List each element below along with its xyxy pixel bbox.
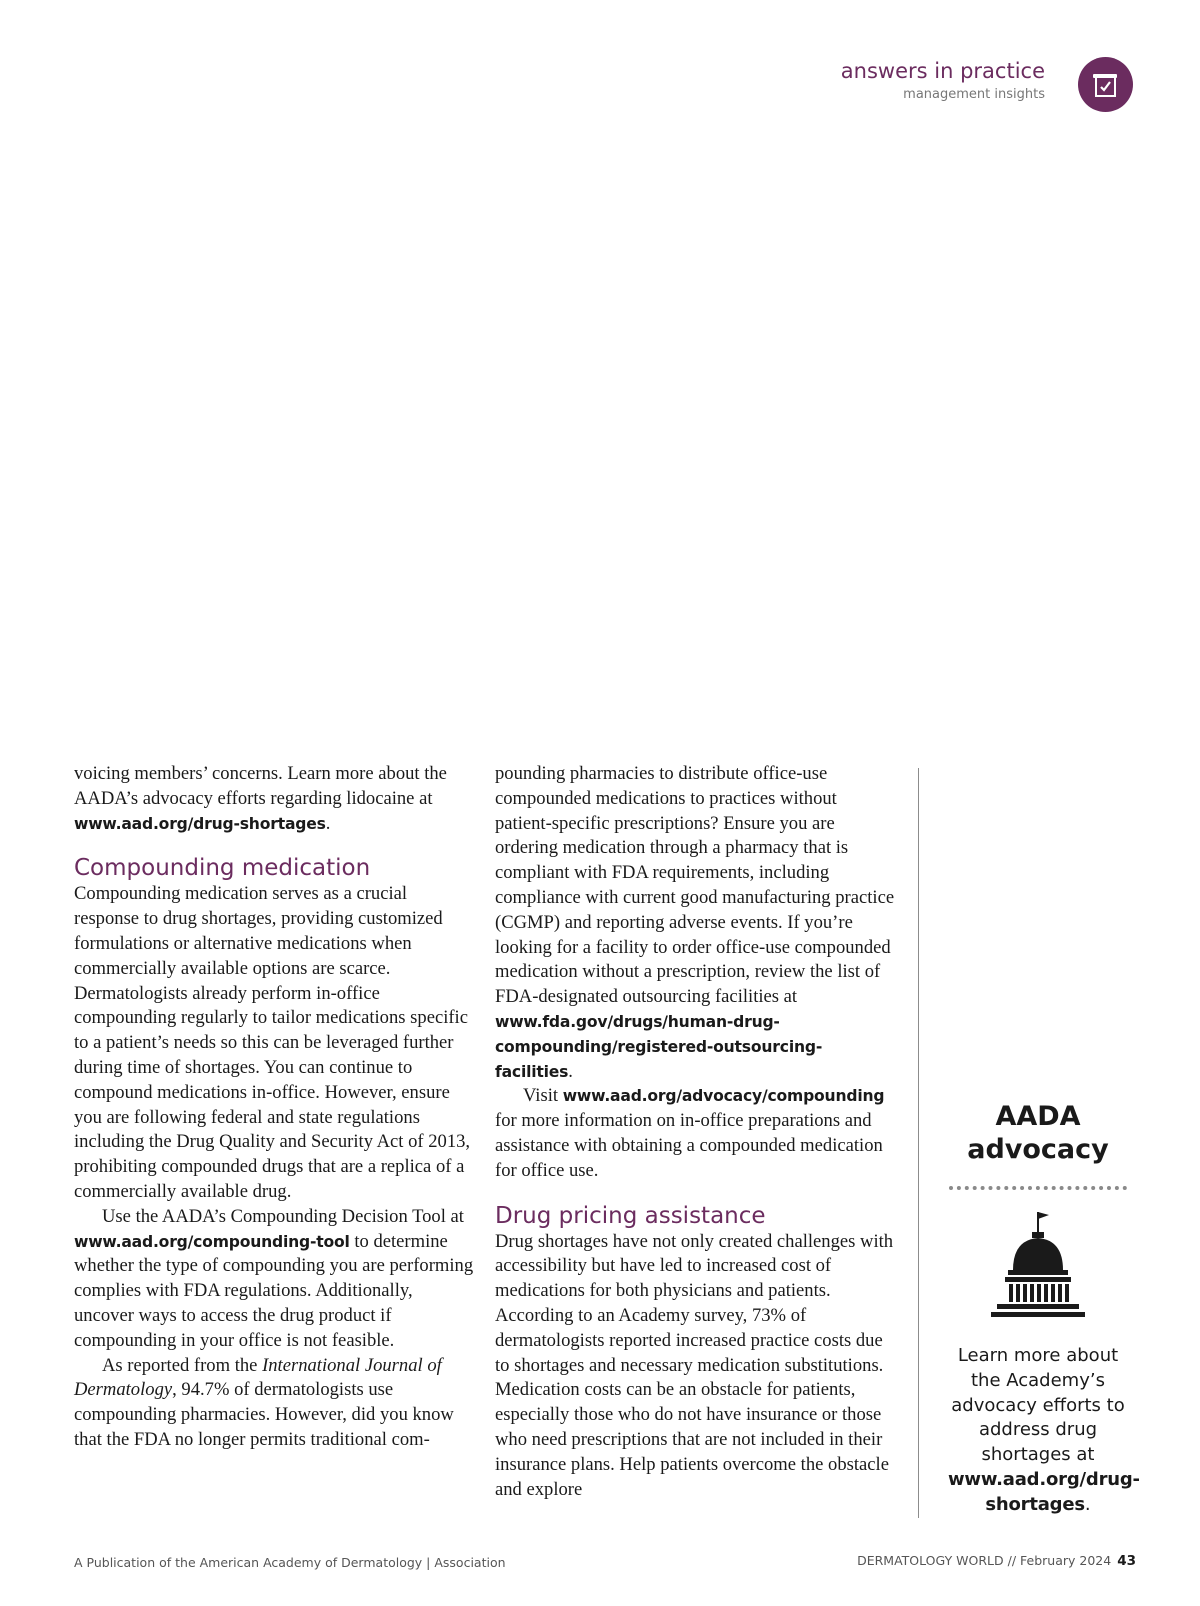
- article-column-left: [74, 762, 474, 1453]
- article-column-middle: [495, 762, 895, 1502]
- journal-title: International Journal of Dermatology: [74, 1354, 442, 1401]
- advocacy-sidebar: [948, 1100, 1140, 1518]
- dotted-divider: [949, 1186, 1127, 1190]
- link-compounding-tool[interactable]: www.aad.org/compounding-tool: [74, 1232, 350, 1251]
- page-number: 43: [1117, 1553, 1136, 1569]
- paragraph: Visit www.aad.org/advocacy/compounding for more information on in-office preparations and assistance with obtaining a compounded medication for office use.: [495, 1085, 885, 1181]
- paragraph: Drug shortages have not only created challenges with accessibility but have led to increased cost of medications for both physicians and patients. According to an Academy survey, 73% of dermatologists reported increased practice costs due to shortages and necessary medication substitutions. Medication costs can be an obstacle for patients, especially those who do not have insurance or those who need prescriptions that are not included in their insurance plans. Help patients overcome the obstacle and explore: [495, 1230, 894, 1500]
- paragraph: As reported from the International Journal of Dermatology, 94.7% of dermatologists use compounding pharmacies. However, did you know that the FDA no longer permits traditional com-: [74, 1354, 454, 1450]
- footer-publication: A Publication of the American Academy of Dermatology | Association: [74, 1555, 506, 1570]
- paragraph: Use the AADA’s Compounding Decision Tool at www.aad.org/compounding-tool to determine whether the type of compounding you are performing complies with FDA regulations. Additionally, uncover ways to access the drug product if compounding in your office is not feasible.: [74, 1205, 474, 1351]
- link-sidebar-drug-shortages[interactable]: www.aad.org/drug-shortages: [948, 1468, 1140, 1515]
- sidebar-text: Learn more about the Academy’s advocacy efforts to address drug shortages at www.aad.org/drug-shortages.: [948, 1345, 1140, 1515]
- heading-drug-pricing-assistance: Drug pricing assistance: [495, 1202, 766, 1229]
- sidebar-title-line2: advocacy: [967, 1134, 1109, 1165]
- section-subtitle: management insights: [903, 87, 1045, 102]
- capitol-building-icon: [983, 1208, 1093, 1328]
- sidebar-title-line1: AADA: [995, 1101, 1081, 1132]
- checklist-clipboard-icon: [1078, 57, 1133, 112]
- link-drug-shortages[interactable]: www.aad.org/drug-shortages: [74, 814, 326, 833]
- section-header: [841, 58, 1045, 104]
- paragraph: pounding pharmacies to distribute office-use compounded medications to practices without patient-specific prescriptions? Ensure you are ordering medication through a pharmacy that is compliant with FDA requirements, including compliance with current good manufacturing practice (CGMP) and reporting adverse events. If you’re looking for a facility to order office-use compounded medication without a prescription, review the list of FDA-designated outsourcing facilities at www.fda.gov/drugs/human-drug-compounding/registered-outsourcing-facilities.: [495, 763, 895, 1082]
- paragraph: Compounding medication serves as a crucial response to drug shortages, providing customized formulations or alternative medications when commercially available options are scarce. Dermatologists already perform in-office compounding regularly to tailor medications specific to a patient’s needs so this can be leveraged further during time of shortages. You can continue to compound medications in-office. However, ensure you are following federal and state regulations including the Drug Quality and Security Act of 2013, prohibiting compounded drugs that are a replica of a commercially available drug.: [74, 883, 471, 1202]
- link-advocacy-compounding[interactable]: www.aad.org/advocacy/compounding: [562, 1087, 885, 1106]
- section-title: answers in practice: [840, 59, 1045, 83]
- footer-issue: DERMATOLOGY WORLD // February 2024 43: [857, 1553, 1136, 1569]
- link-fda-outsourcing-facilities[interactable]: www.fda.gov/drugs/human-drug-compounding/registered-outsourcing-facilities: [495, 1012, 823, 1081]
- heading-compounding-medication: Compounding medication: [74, 855, 371, 882]
- column-divider: [918, 768, 919, 1518]
- paragraph: voicing members’ concerns. Learn more about the AADA’s advocacy efforts regarding lidocaine at www.aad.org/drug-shortages.: [74, 763, 447, 834]
